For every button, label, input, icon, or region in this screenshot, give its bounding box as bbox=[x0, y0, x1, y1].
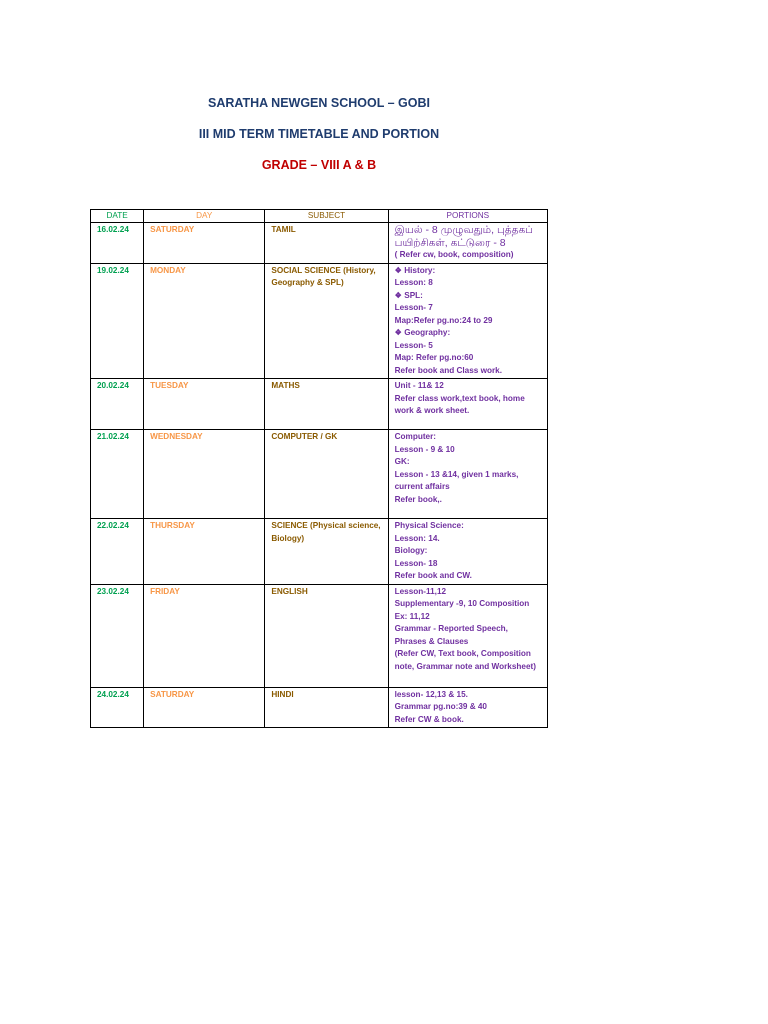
portion-line: Lesson - 9 & 10 bbox=[394, 444, 455, 454]
day-cell: THURSDAY bbox=[144, 519, 265, 585]
subject-cell: MATHS bbox=[265, 379, 388, 430]
date-cell: 24.02.24 bbox=[91, 687, 144, 728]
date-cell: 22.02.24 bbox=[91, 519, 144, 585]
timetable bbox=[90, 209, 548, 728]
subject-cell: SOCIAL SCIENCE (History, Geography & SPL) bbox=[265, 263, 388, 379]
portion-line: Grammar - Reported Speech, Phrases & Clauses bbox=[394, 624, 508, 646]
portion-line: Refer CW & book. bbox=[394, 714, 464, 724]
date-cell: 16.02.24 bbox=[91, 223, 144, 264]
subject-cell: SCIENCE (Physical science, Biology) bbox=[265, 519, 388, 585]
table-row bbox=[91, 687, 548, 728]
date-cell: 21.02.24 bbox=[91, 430, 144, 519]
table-row bbox=[91, 379, 548, 430]
school-name: SARATHA NEWGEN SCHOOL – GOBI bbox=[207, 96, 430, 110]
portion-line: Refer book and Class work. bbox=[394, 365, 503, 375]
portions-cell bbox=[388, 263, 547, 379]
exam-title: III MID TERM TIMETABLE AND PORTION bbox=[198, 127, 440, 141]
table-row bbox=[91, 430, 548, 519]
portion-line: GK: bbox=[394, 457, 410, 466]
portion-line: Refer class work,text book, home work & work sheet. bbox=[394, 393, 525, 415]
date-cell: 19.02.24 bbox=[91, 263, 144, 379]
timetable-header-row bbox=[91, 210, 548, 223]
column-header-portions: PORTIONS bbox=[388, 210, 547, 223]
portion-line: ❖ SPL: bbox=[394, 290, 423, 300]
portion-line: Lesson- 18 bbox=[394, 558, 438, 568]
portion-line: Unit - 11& 12 bbox=[394, 381, 444, 390]
day-cell: WEDNESDAY bbox=[144, 430, 265, 519]
subject-cell: COMPUTER / GK bbox=[265, 430, 388, 519]
portion-line: Refer book and CW. bbox=[394, 571, 472, 580]
column-header-subject: SUBJECT bbox=[265, 210, 388, 223]
portions-cell bbox=[388, 379, 547, 430]
grade-title: GRADE – VIII A & B bbox=[261, 158, 377, 172]
table-row bbox=[91, 263, 548, 379]
column-header-day: DAY bbox=[144, 210, 265, 223]
portions-cell bbox=[388, 519, 547, 585]
subject-cell: TAMIL bbox=[265, 223, 388, 264]
portion-line: Lesson: 8 bbox=[394, 278, 433, 287]
portion-line: Lesson: 14. bbox=[394, 533, 440, 543]
portion-line: ❖ Geography: bbox=[394, 328, 451, 337]
day-cell: TUESDAY bbox=[144, 379, 265, 430]
table-row bbox=[91, 584, 548, 687]
portion-line: Grammar pg.no:39 & 40 bbox=[394, 702, 487, 711]
day-cell: FRIDAY bbox=[144, 584, 265, 687]
subject-cell: HINDI bbox=[265, 687, 388, 728]
portion-line: ❖ History: bbox=[394, 265, 436, 275]
portion-line: (Refer CW, Text book, Composition note, Grammar note and Worksheet) bbox=[394, 649, 536, 671]
portion-line: Map: Refer pg.no:60 bbox=[394, 353, 474, 362]
portion-line: Refer book,. bbox=[394, 494, 442, 504]
day-cell: SATURDAY bbox=[144, 687, 265, 728]
portion-line: Map:Refer pg.no:24 to 29 bbox=[394, 315, 493, 325]
portion-line: Supplementary -9, 10 Composition Ex: 11,12 bbox=[394, 599, 530, 621]
portion-line: Lesson- 5 bbox=[394, 340, 433, 350]
portions-cell bbox=[388, 584, 547, 687]
date-cell: 20.02.24 bbox=[91, 379, 144, 430]
portion-line: Lesson - 13 &14, given 1 marks, current affairs bbox=[394, 469, 519, 491]
portion-line: Lesson-11,12 bbox=[394, 586, 447, 596]
table-row bbox=[91, 519, 548, 585]
portion-line: ( Refer cw, book, composition) bbox=[394, 250, 514, 259]
date-cell: 23.02.24 bbox=[91, 584, 144, 687]
column-header-date: DATE bbox=[91, 210, 144, 223]
portion-line: Computer: bbox=[394, 432, 437, 441]
portions-cell bbox=[388, 430, 547, 519]
portion-line: Biology: bbox=[394, 546, 428, 555]
day-cell: MONDAY bbox=[144, 263, 265, 379]
portion-line: lesson- 12,13 & 15. bbox=[394, 689, 468, 699]
table-row bbox=[91, 223, 548, 264]
portion-line: இயல் - 8 முழுவதும், புத்தகப் பயிற்சிகள், கட்டுரை - 8 bbox=[394, 224, 533, 249]
day-cell: SATURDAY bbox=[144, 223, 265, 264]
portion-line: Lesson- 7 bbox=[394, 303, 433, 312]
portion-line: Physical Science: bbox=[394, 521, 464, 530]
portions-cell bbox=[388, 687, 547, 728]
subject-cell: ENGLISH bbox=[265, 584, 388, 687]
portions-cell bbox=[388, 223, 547, 264]
